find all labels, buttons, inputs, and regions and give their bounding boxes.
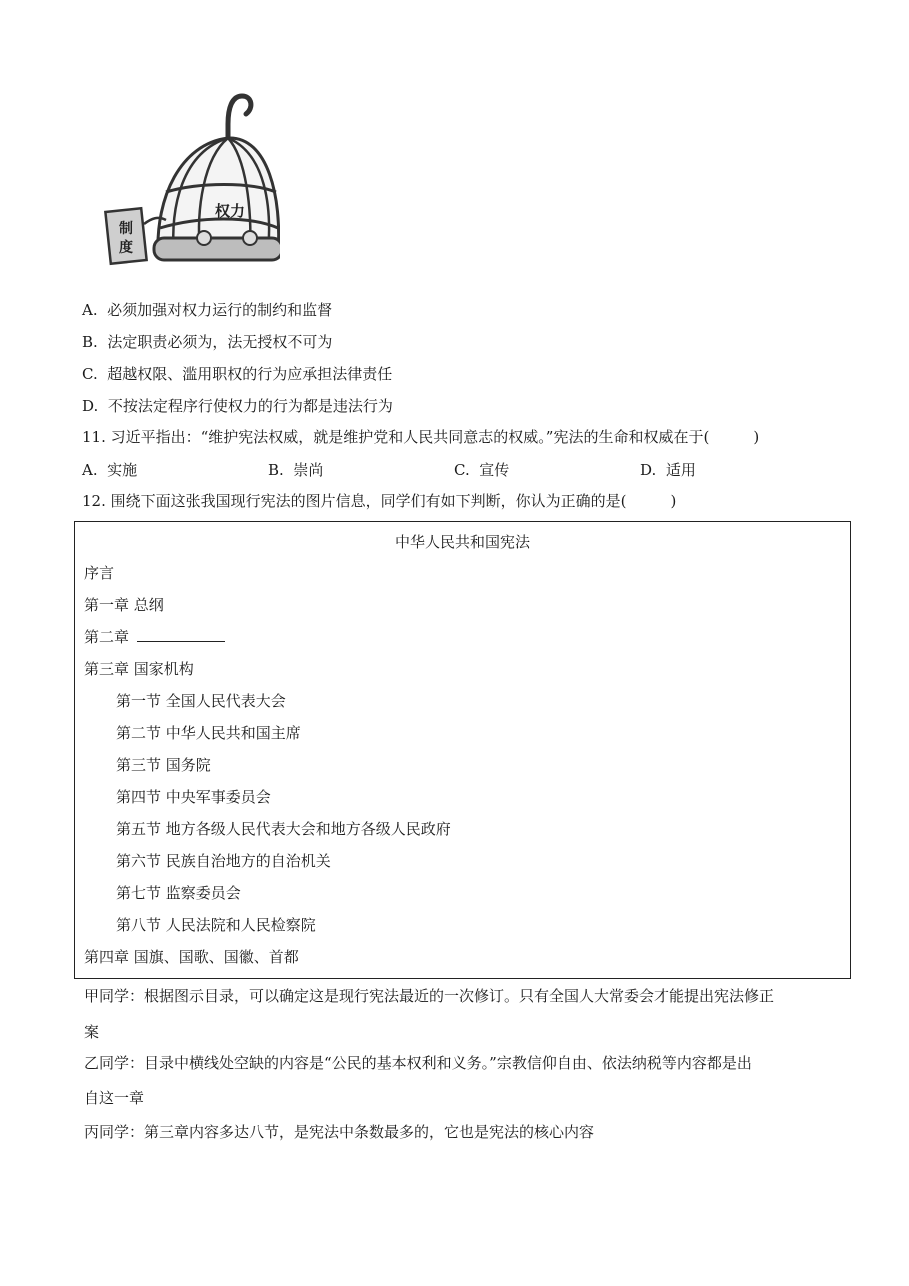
toc-title: 中华人民共和国宪法 <box>394 533 530 551</box>
q10-option-c: C. 超越权限、滥用职权的行为应承担法律责任 <box>82 365 393 383</box>
statement-yi-line2: 自这一章 <box>84 1089 145 1107</box>
toc-chapter-2: 第二章 <box>84 627 225 647</box>
tag-label-top: 制 <box>119 221 133 237</box>
q10-option-a: A. 必须加强对权力运行的制约和监督 <box>82 301 333 319</box>
q11-option-d: D. 适用 <box>640 461 696 479</box>
toc-section-8: 第八节 人民法院和人民检察院 <box>116 916 316 934</box>
toc-chapter-1: 第一章 总纲 <box>84 596 164 614</box>
toc-section-5: 第五节 地方各级人民代表大会和地方各级人民政府 <box>116 820 451 838</box>
q11-option-b: B. 崇尚 <box>268 461 324 479</box>
q12-stem: 12. 围绕下面这张我国现行宪法的图片信息，同学们有如下判断，你认为正确的是( ) <box>82 492 677 510</box>
toc-section-1: 第一节 全国人民代表大会 <box>116 692 286 710</box>
constitution-toc-box <box>74 521 851 979</box>
cage-label: 权力 <box>214 202 246 220</box>
toc-chapter-4: 第四章 国旗、国歌、国徽、首都 <box>84 948 299 966</box>
toc-preface: 序言 <box>84 564 115 582</box>
q10-option-d: D. 不按法定程序行使权力的行为都是违法行为 <box>82 397 393 415</box>
toc-section-6: 第六节 民族自治地方的自治机关 <box>116 852 331 870</box>
statement-jia-line1: 甲同学：根据图示目录，可以确定这是现行宪法最近的一次修订。只有全国人大常委会才能提出宪法修正 <box>84 987 775 1005</box>
q10-option-b: B. 法定职责必须为，法无授权不可为 <box>82 333 333 351</box>
toc-section-7: 第七节 监察委员会 <box>116 884 241 902</box>
toc-chapter-2-blank <box>137 627 225 642</box>
toc-section-2: 第二节 中华人民共和国主席 <box>116 724 301 742</box>
statement-bing-line1: 丙同学：第三章内容多达八节，是宪法中条数最多的，它也是宪法的核心内容 <box>84 1123 595 1141</box>
q11-option-c: C. 宣传 <box>454 461 510 479</box>
statement-jia-line2: 案 <box>84 1023 100 1041</box>
q11-stem: 11. 习近平指出：“维护宪法权威，就是维护党和人民共同意志的权威。”宪法的生命和权威在于( ) <box>82 428 760 446</box>
q11-option-a: A. 实施 <box>82 461 138 479</box>
statement-yi-line1: 乙同学：目录中横线处空缺的内容是“公民的基本权利和义务。”宗教信仰自由、依法纳税等内容都是出 <box>84 1054 752 1072</box>
toc-section-3: 第三节 国务院 <box>116 756 211 774</box>
toc-chapter-3: 第三章 国家机构 <box>84 660 194 678</box>
tag-label-bottom: 度 <box>119 240 133 256</box>
power-cage-cartoon <box>100 88 280 278</box>
toc-section-4: 第四节 中央军事委员会 <box>116 788 271 806</box>
